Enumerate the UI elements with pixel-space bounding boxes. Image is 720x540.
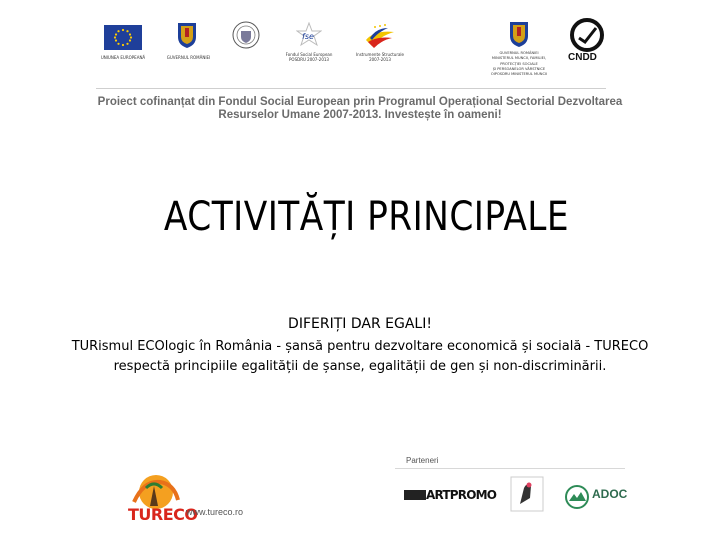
is-caption (354, 52, 406, 62)
subtitle: DIFERIȚI DAR EGALI! (288, 316, 432, 332)
partners-label: Parteneri (406, 456, 439, 465)
ministry-caption-line-3: PROTECȚIEI SOCIALE (500, 61, 538, 66)
romania-crest-logo (176, 21, 198, 54)
fse-caption (283, 52, 335, 62)
partners-divider (395, 468, 625, 469)
description-line-1: TURismul ECOlogic în România - șansă pentru dezvoltare economică și socială - TURECO (71, 339, 649, 354)
fse-logo-text: fse (302, 32, 314, 41)
adoc-logo-text: ADOC (592, 487, 628, 501)
eu-flag-logo (104, 25, 142, 50)
ministry-caption-line-5: OIPOSDRU MINISTERUL MUNCII (490, 72, 548, 77)
fse-logo (296, 22, 322, 53)
artpromo-logo-mark (404, 490, 426, 500)
description-line-2: respectă principiile egalității de șanse, egalității de gen și non-discriminării. (113, 359, 607, 374)
website-link[interactable]: www.tureco.ro (186, 507, 244, 517)
is-caption-line-1: Instrumente Structurale (356, 52, 404, 57)
project-line-2: Resurselor Umane 2007-2013. Investește în oameni! (218, 109, 502, 121)
page-title: ACTIVITĂȚI PRINCIPALE (163, 194, 570, 240)
project-line-1: Proiect cofinanțat din Fondul Social European prin Programul Operațional Sectorial Dezvoltarea (97, 96, 623, 108)
ministry-caption-line-2: MINISTERUL MUNCII, FAMILIEI, (491, 56, 547, 61)
gov-caption: GUVERNUL ROMÂNIEI (166, 55, 211, 60)
artpromo-logo-text: ARTPROMO (426, 488, 497, 502)
bird-partner-logo (510, 476, 544, 517)
fse-caption-line-1: Fondul Social European (285, 52, 333, 57)
romania-crest-logo-2 (508, 20, 530, 53)
ministry-seal-logo (232, 21, 260, 54)
header-divider (96, 88, 606, 89)
cndd-label: CNDD (568, 52, 597, 63)
instrumente-structurale-logo (364, 22, 396, 55)
is-caption-line-2: 2007-2013 (369, 57, 391, 62)
ministry-caption-line-1: GUVERNUL ROMÂNIEI (499, 51, 539, 55)
fse-caption-line-2: POSDRU 2007-2013 (289, 57, 329, 62)
description (30, 337, 690, 377)
tureco-logo-text: TURECO (128, 505, 198, 524)
ministry-caption-line-4: ȘI PERSOANELOR VÂRSTNICE (492, 66, 546, 71)
eu-caption: UNIUNEA EUROPEANĂ (100, 55, 146, 60)
ministry-caption (484, 51, 554, 77)
adoc-logo (564, 485, 590, 514)
